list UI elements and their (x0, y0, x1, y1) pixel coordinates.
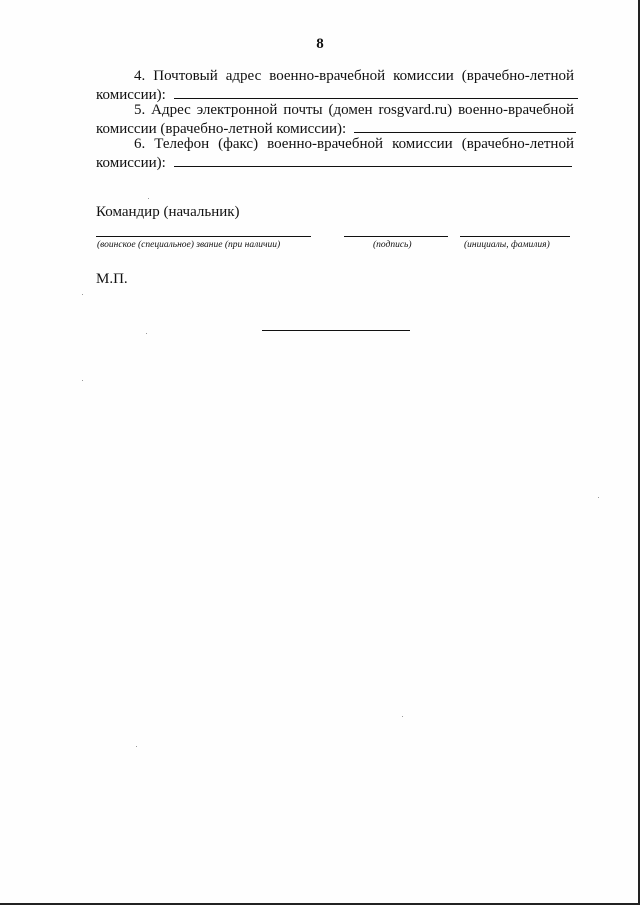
email-blank-line (354, 119, 576, 133)
scan-speck (82, 294, 83, 295)
word: (домен (328, 102, 373, 118)
word: Почтовый (153, 68, 218, 84)
word: военно-врачебной (267, 136, 384, 152)
item-email-label: комиссии (врачебно-летной комиссии): (96, 121, 347, 137)
word: почты (283, 102, 323, 118)
item-phone (96, 136, 574, 172)
rank-blank-line (96, 236, 311, 237)
item-postal-address-label: комиссии): (96, 87, 166, 103)
word: (факс) (218, 136, 259, 152)
phone-blank-line (174, 153, 572, 167)
word: электронной (196, 102, 278, 118)
word: Телефон (154, 136, 210, 152)
name-blank-line (460, 236, 570, 237)
scan-speck (148, 198, 149, 199)
scan-speck (82, 380, 83, 381)
scan-speck (146, 333, 147, 334)
signature-caption: (подпись) (373, 240, 412, 250)
item-postal-address-first-line (96, 68, 574, 85)
item-email (96, 102, 574, 138)
word: 5. (134, 102, 146, 118)
stamp-place-label: М.П. (96, 271, 128, 287)
item-phone-second-line (96, 153, 574, 172)
word: rosgvard.ru) (378, 102, 453, 118)
item-postal-address (96, 68, 574, 104)
word: военно-врачебной (458, 102, 574, 118)
item-phone-first-line (96, 136, 574, 153)
item-email-first-line (96, 102, 574, 119)
word: (врачебно-летной (461, 68, 574, 84)
page-number: 8 (316, 36, 324, 52)
word: комиссии (393, 68, 454, 84)
commander-title: Командир (начальник) (96, 204, 240, 220)
postal-address-blank-line (174, 85, 578, 99)
scan-speck (598, 497, 599, 498)
end-of-document-rule (262, 330, 410, 331)
item-phone-label: комиссии): (96, 155, 166, 171)
word: (врачебно-летной (461, 136, 574, 152)
rank-caption: (воинское (специальное) звание (при наличии) (97, 240, 281, 250)
word: 6. (134, 136, 146, 152)
word: военно-врачебной (269, 68, 386, 84)
word: 4. (134, 68, 146, 84)
word: Адрес (151, 102, 191, 118)
word: адрес (225, 68, 262, 84)
word: комиссии (392, 136, 453, 152)
name-caption: (инициалы, фамилия) (464, 240, 550, 250)
scan-speck (136, 746, 137, 747)
signature-blank-line (344, 236, 448, 237)
scan-speck (402, 716, 403, 717)
